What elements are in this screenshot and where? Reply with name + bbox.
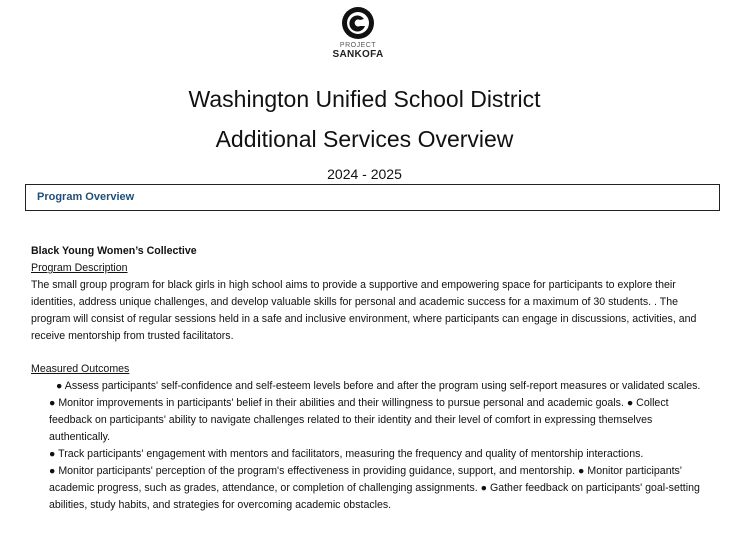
project-sankofa-logo (332, 6, 384, 60)
outcome-item: ● Monitor improvements in participants' belief in their abilities and their willingness to pursue personal and academic goals. ● Collect feedback on participants' ability to navigate challenges related to their identity and their level of comfort in expressing themselves authentically. (49, 397, 669, 443)
sankofa-swirl-icon (341, 6, 375, 40)
outcome-item: ● Assess participants' self-confidence and self-esteem levels before and after the program using self-report measures or validated scales. (56, 380, 701, 392)
document-title: Additional Services Overview (215, 126, 514, 152)
measured-outcomes-heading: Measured Outcomes (31, 363, 130, 375)
district-title: Washington Unified School District (188, 86, 541, 112)
program-description-heading: Program Description (31, 262, 128, 274)
outcome-item: ● Track participants' engagement with mentors and facilitators, measuring the frequency and quality of mentorship interactions. (49, 448, 644, 460)
school-year: 2024 - 2025 (327, 166, 402, 182)
logo-line-project: PROJECT (339, 42, 377, 49)
outcomes-list (31, 378, 711, 514)
logo-line-sankofa: SANKOFA (332, 49, 384, 60)
program-overview-section-header (25, 184, 720, 211)
program-content (31, 243, 711, 514)
spacer (31, 345, 711, 361)
program-description: The small group program for black girls in high school aims to provide a supportive and empowering space for participants to explore their identities, address unique challenges, and develop valuable skills for personal and academic success for a maximum of 30 students. . The program will consist of regular sessions held in a safe and inclusive environment, where participants can engage in discussions, activities, and receive mentorship from trusted facilitators. (31, 279, 697, 342)
program-name: Black Young Women’s Collective (31, 245, 197, 257)
section-label: Program Overview (37, 191, 135, 203)
outcome-item: ● Monitor participants' perception of the program's effectiveness in providing guidance, support, and mentorship. ● Monitor participants' academic progress, such as grades, attendance, or completion of challenging assignments. ● Gather feedback on participants' goal-setting abilities, study habits, and strategies for overcoming academic obstacles. (49, 465, 700, 511)
